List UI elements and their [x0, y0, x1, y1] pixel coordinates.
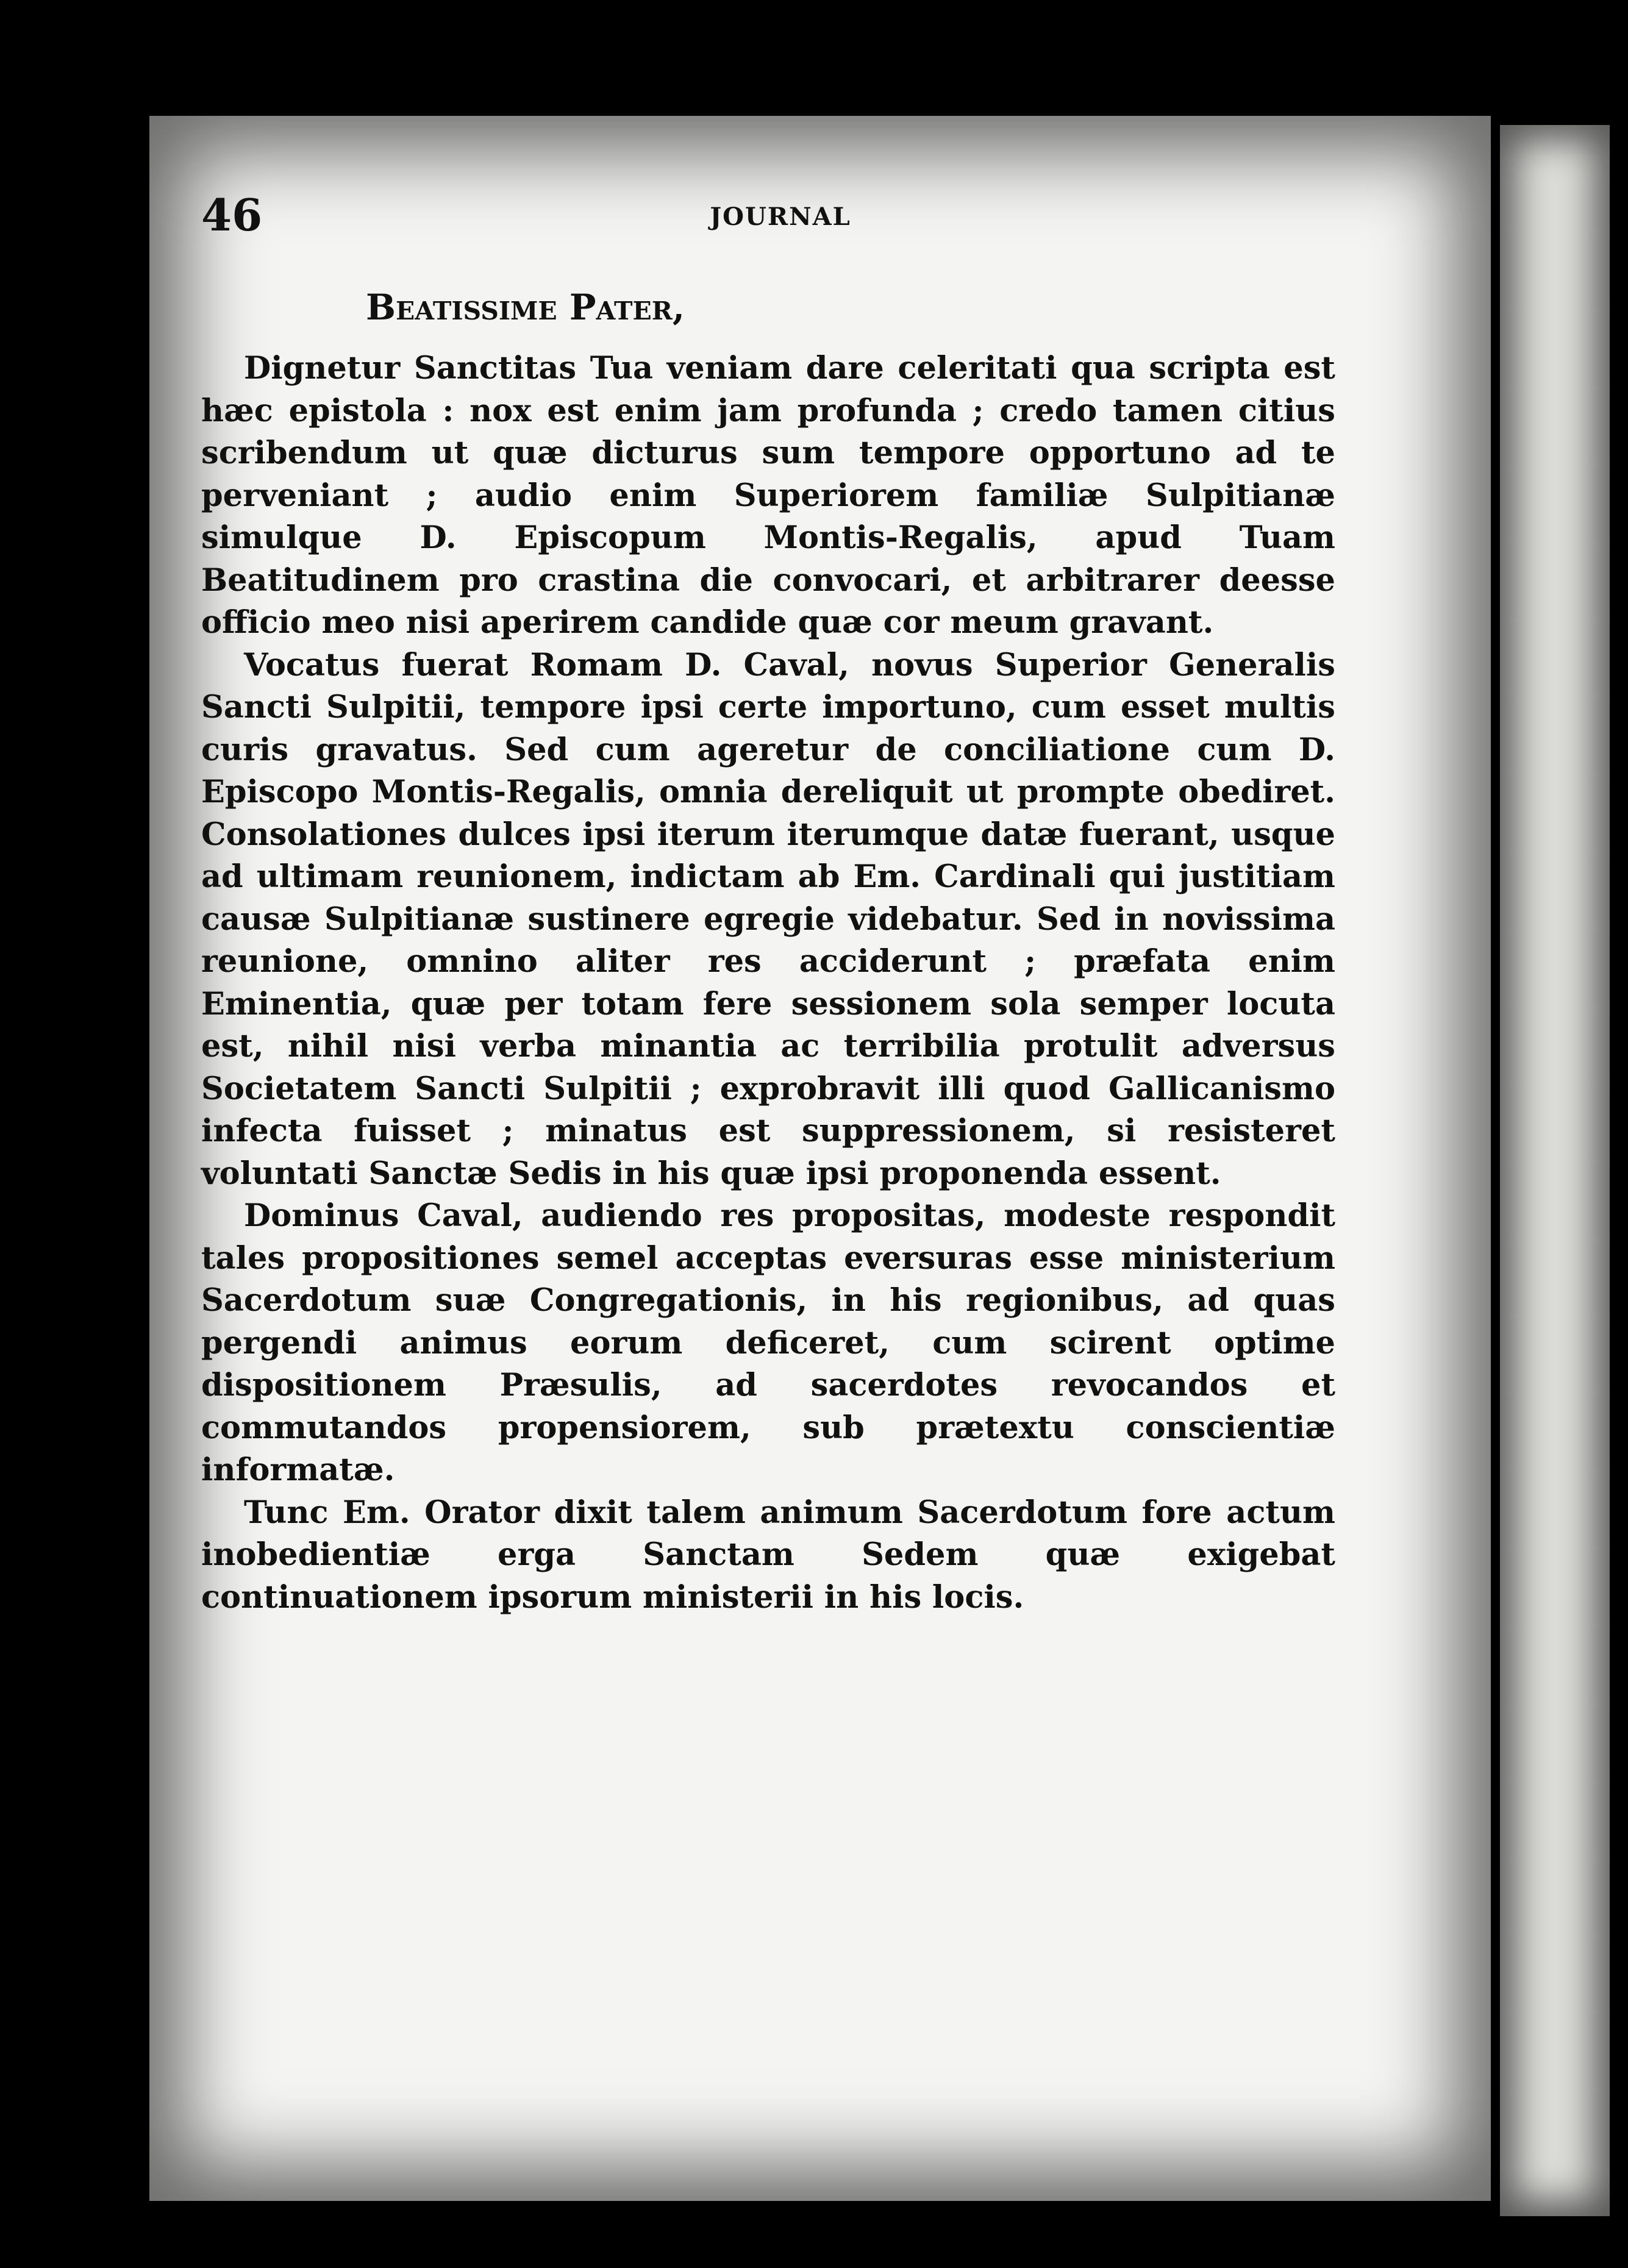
paragraph: Dignetur Sanctitas Tua veniam dare celeritati qua scripta est hæc epistola : nox est enim jam profunda ; credo tamen citius scribendum ut quæ dicturus sum tempore opportuno ad te perveniant ; audio enim Superiorem familiæ Sulpitianæ simulque D. Episcopum Montis-Regalis, apud Tuam Beatitudinem pro crastina die convocari, et arbitrarer deesse officio meo nisi aperirem candide quæ cor meum gravant. [201, 350, 1335, 641]
paragraph: Dominus Caval, audiendo res propositas, modeste respondit tales propositiones semel acceptas eversuras esse ministerium Sacerdotum suæ Congregationis, in his regionibus, ad quas pergendi animus eorum deficeret, cum scirent optime dispositionem Præsulis, ad sacerdotes revocandos et commutandos propensiorem, sub prætextu conscientiæ informatæ. [201, 1197, 1335, 1488]
salutation: Beatissime Pater, [366, 287, 685, 328]
paragraph: Vocatus fuerat Romam D. Caval, novus Superior Generalis Sancti Sulpitii, tempore ipsi certe importuno, cum esset multis curis gravatus. Sed cum ageretur de conciliatione cum D. Episcopo Montis-Regalis, omnia dereliquit ut prompte obediret. Consolationes dulces ipsi iterum iterumque datæ fuerant, usque ad ultimam reunionem, indictam ab Em. Cardinali qui justitiam causæ Sulpitianæ sustinere egregie videbatur. Sed in novissima reunione, omnino aliter res acciderunt ; præfata enim Eminentia, quæ per totam fere sessionem sola semper locuta est, nihil nisi verba minantia ac terribilia protulit adversus Societatem Sancti Sulpitii ; exprobravit illi quod Gallicanismo infecta fuisset ; minatus est suppressionem, si resisteret voluntati Sanctæ Sedis in his quæ ipsi proponenda essent. [201, 646, 1335, 1192]
page-number: 46 [201, 189, 263, 241]
page-header [201, 189, 1360, 241]
paragraph: Tunc Em. Orator dixit talem animum Sacerdotum fore actum inobedientiæ erga Sanctam Sedem quæ exigebat continuationem ipsorum ministerii in his locis. [201, 1494, 1335, 1616]
adjacent-page-edge [1500, 125, 1610, 2216]
running-head: JOURNAL [710, 202, 851, 231]
letter-body [201, 348, 1335, 1619]
